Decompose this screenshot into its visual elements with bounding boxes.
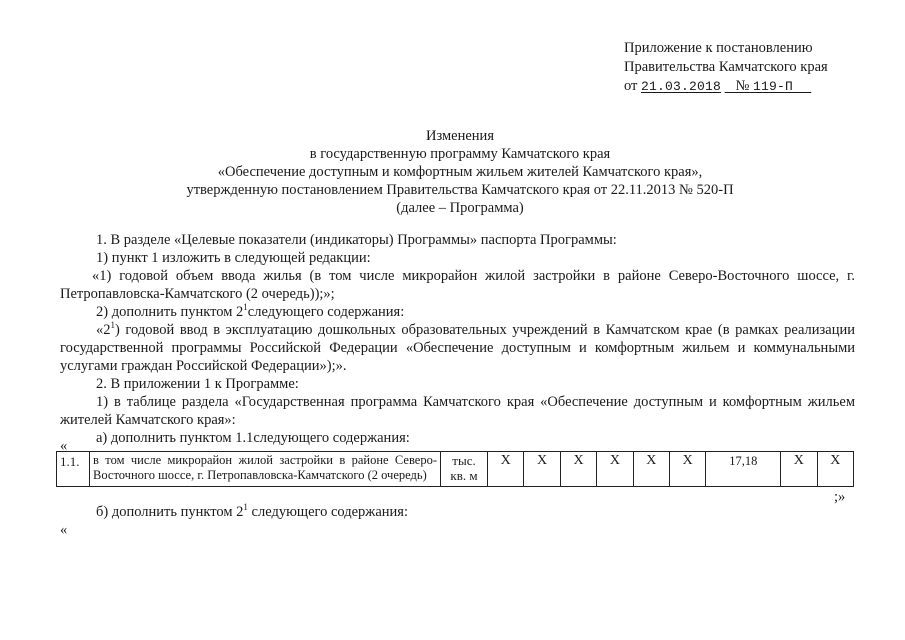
- paragraph-5-text: «2: [96, 322, 111, 338]
- cell-value-3: Х: [560, 452, 596, 487]
- stamp-date-line: [624, 77, 828, 96]
- paragraph-9-text-end: следующего содержания:: [247, 504, 408, 520]
- paragraph-4: [96, 303, 404, 321]
- cell-value-2: Х: [524, 452, 560, 487]
- cell-description: в том числе микрорайон жилой застройки в районе Северо-Восточного шоссе, г. Петропавловска-Камчатского (2 очередь): [90, 452, 441, 487]
- cell-value-5: Х: [633, 452, 669, 487]
- paragraph-1: 1. В разделе «Целевые показатели (индикаторы) Программы» паспорта Программы:: [96, 232, 617, 248]
- stamp-date: 21.03.2018: [641, 79, 722, 94]
- stamp-number: 119-П: [753, 79, 794, 94]
- stamp-number-sign: №: [735, 78, 750, 94]
- cell-value-1: Х: [488, 452, 524, 487]
- paragraph-4-text: 2) дополнить пунктом 2: [96, 304, 244, 320]
- stamp-date-prefix: от: [624, 78, 638, 94]
- title-line-4: утвержденную постановлением Правительства Камчатского края от 22.11.2013 № 520-П: [186, 182, 734, 198]
- open-quote-2: «: [60, 522, 68, 538]
- title-line-1: Изменения: [426, 128, 494, 144]
- cell-value-8: Х: [781, 452, 817, 487]
- stamp-line-1: Приложение к постановлению: [624, 40, 813, 56]
- title-line-3: «Обеспечение доступным и комфортным жильем жителей Камчатского края»,: [217, 164, 703, 180]
- paragraph-2: 1) пункт 1 изложить в следующей редакции:: [96, 250, 371, 266]
- document-title: [60, 127, 860, 217]
- appendix-stamp: [624, 39, 828, 96]
- superscript: 1: [243, 502, 248, 512]
- close-quote: ;»: [834, 489, 846, 505]
- paragraph-9: [96, 503, 408, 521]
- paragraph-8: а) дополнить пунктом 1.1следующего содержания:: [96, 430, 410, 446]
- cell-value-6: Х: [670, 452, 706, 487]
- superscript: 1: [110, 320, 115, 330]
- cell-number: 1.1.: [57, 452, 90, 487]
- open-quote-1: «: [60, 438, 68, 454]
- table-row: [57, 452, 854, 487]
- paragraph-9-text: б) дополнить пунктом 2: [96, 504, 244, 520]
- stamp-line-2: Правительства Камчатского края: [624, 59, 828, 75]
- cell-value-7: 17,18: [706, 452, 781, 487]
- title-line-2: в государственную программу Камчатского края: [309, 146, 611, 162]
- cell-unit: тыс. кв. м: [441, 452, 488, 487]
- paragraph-5-text-end: ) годовой ввод в эксплуатацию дошкольных образовательных учреждений в Камчатском крае (в рамках реализации государственной программы Российской Федерации «Обеспечение доступным и комфортным жильем и коммунальными услугами граждан Российской Федерации»);».: [60, 322, 855, 374]
- paragraph-3: «1) годовой объем ввода жилья (в том числе микрорайон жилой застройки в районе Северо-Восточного шоссе, г. Петропавловска-Камчатского (2 очередь));»;: [60, 268, 855, 302]
- superscript: 1: [243, 302, 248, 312]
- paragraph-4-text-end: следующего содержания:: [247, 304, 405, 320]
- cell-value-4: Х: [597, 452, 633, 487]
- program-table: [56, 451, 854, 487]
- cell-value-9: Х: [817, 452, 853, 487]
- paragraph-5: [60, 321, 855, 375]
- paragraph-7: 1) в таблице раздела «Государственная программа Камчатского края «Обеспечение доступным и комфортным жильем жителей Камчатского края»:: [60, 394, 855, 428]
- paragraph-6: 2. В приложении 1 к Программе:: [96, 376, 299, 392]
- title-line-5: (далее – Программа): [396, 200, 524, 216]
